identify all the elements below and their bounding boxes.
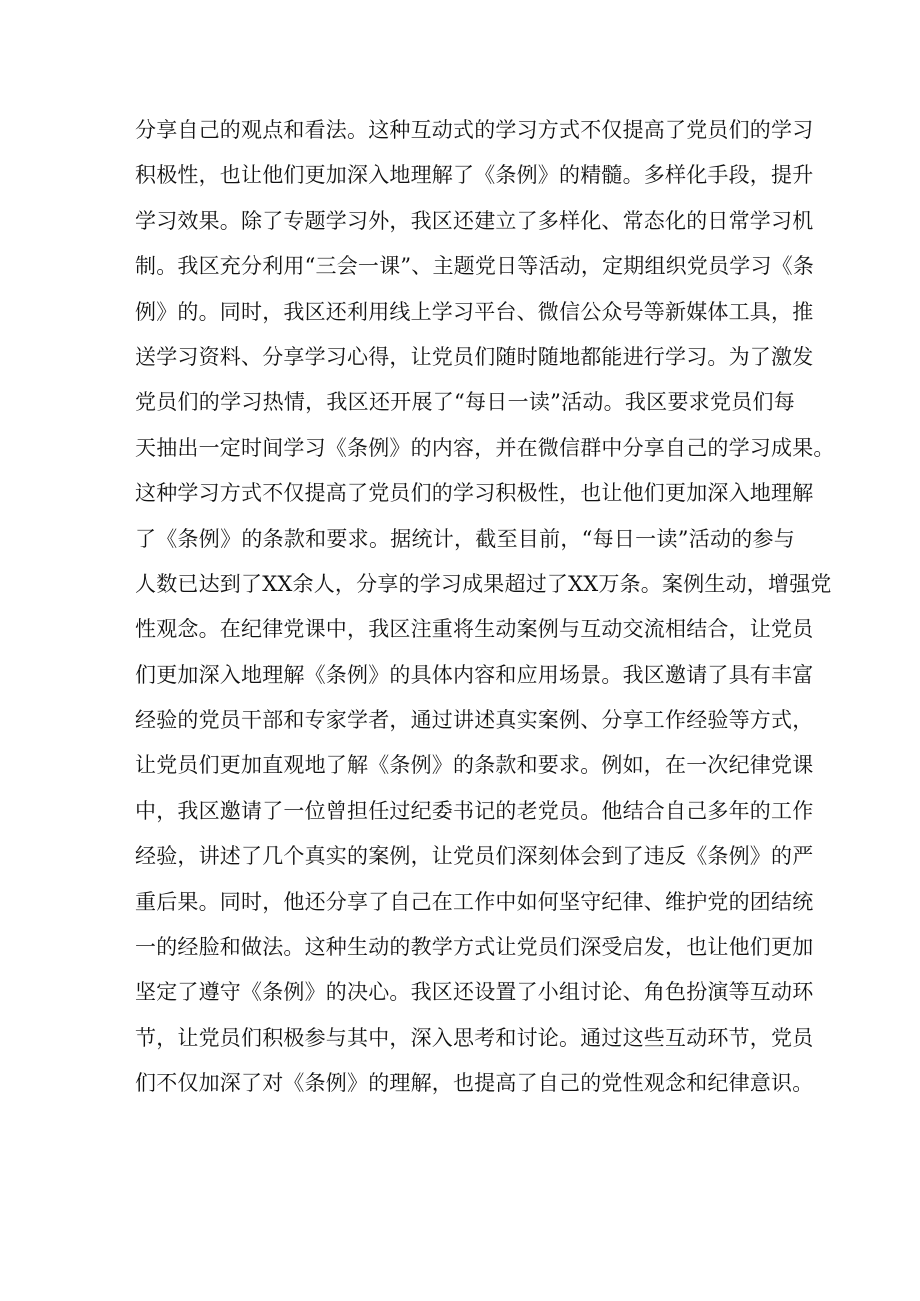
text-line-15: 让党员们更加直观地了解《条例》的条款和要求。例如，在一次纪律党课 (135, 753, 814, 778)
body-paragraph (135, 108, 835, 1107)
text-line-8: 天抽出一定时间学习《条例》的内容，并在微信群中分享自己的学习成果。 (135, 435, 835, 460)
text-line-5: 例》的。同时，我区还利用线上学习平台、微信公众号等新媒体工具，推 (135, 299, 814, 324)
text-line-22: 们不仅加深了对《条例》的理解，也提高了自己的党性观念和纪律意识。 (135, 1071, 814, 1096)
text-line-21: 节，让党员们积极参与其中，深入思考和讨论。通过这些互动环节，党员 (135, 1025, 814, 1050)
text-line-16: 中，我区邀请了一位曾担任过纪委书记的老党员。他结合自己多年的工作 (135, 798, 814, 823)
text-line-2: 积极性，也让他们更加深入地理解了《条例》的精髓。多样化手段，提升 (135, 163, 814, 188)
text-line-7: 党员们的学习热情，我区还开展了“每日一读”活动。我区要求党员们每 (135, 390, 795, 415)
text-line-10: 了《条例》的条款和要求。据统计，截至目前，“每日一读”活动的参与 (135, 526, 795, 551)
text-line-18: 重后果。同时，他还分享了自己在工作中如何坚守纪律、维护党的团结统 (135, 889, 814, 914)
text-line-20: 坚定了遵守《条例》的决心。我区还设置了小组讨论、角色扮演等互动环 (135, 980, 814, 1005)
text-line-12: 性观念。在纪律党课中，我区注重将生动案例与互动交流相结合，让党员 (135, 617, 814, 642)
text-line-17: 经验，讲述了几个真实的案例，让党员们深刻体会到了违反《条例》的严 (135, 844, 814, 869)
text-line-4: 制。我区充分利用“三会一课”、主题党日等活动，定期组织党员学习《条 (135, 254, 815, 279)
text-line-14: 经验的党员干部和专家学者，通过讲述真实案例、分享工作经验等方式， (135, 708, 814, 733)
text-line-6: 送学习资料、分享学习心得，让党员们随时随地都能进行学习。为了激发 (135, 344, 814, 369)
text-line-13: 们更加深入地理解《条例》的具体内容和应用场景。我区邀请了具有丰富 (135, 662, 814, 687)
text-line-19: 一的经脸和做法。这种生动的教学方式让党员们深受启发，也让他们更加 (135, 935, 814, 960)
text-line-11: 人数已达到了XX余人，分享的学习成果超过了XX万条。案例生动，增强党 (135, 571, 832, 596)
text-line-3: 学习效果。除了专题学习外，我区还建立了多样化、常态化的日常学习机 (135, 208, 814, 233)
text-line-9: 这种学习方式不仅提高了党员们的学习积极性，也让他们更加深入地理解 (135, 481, 814, 506)
text-line-1: 分享自己的观点和看法。这种互动式的学习方式不仅提高了党员们的学习 (135, 118, 814, 142)
